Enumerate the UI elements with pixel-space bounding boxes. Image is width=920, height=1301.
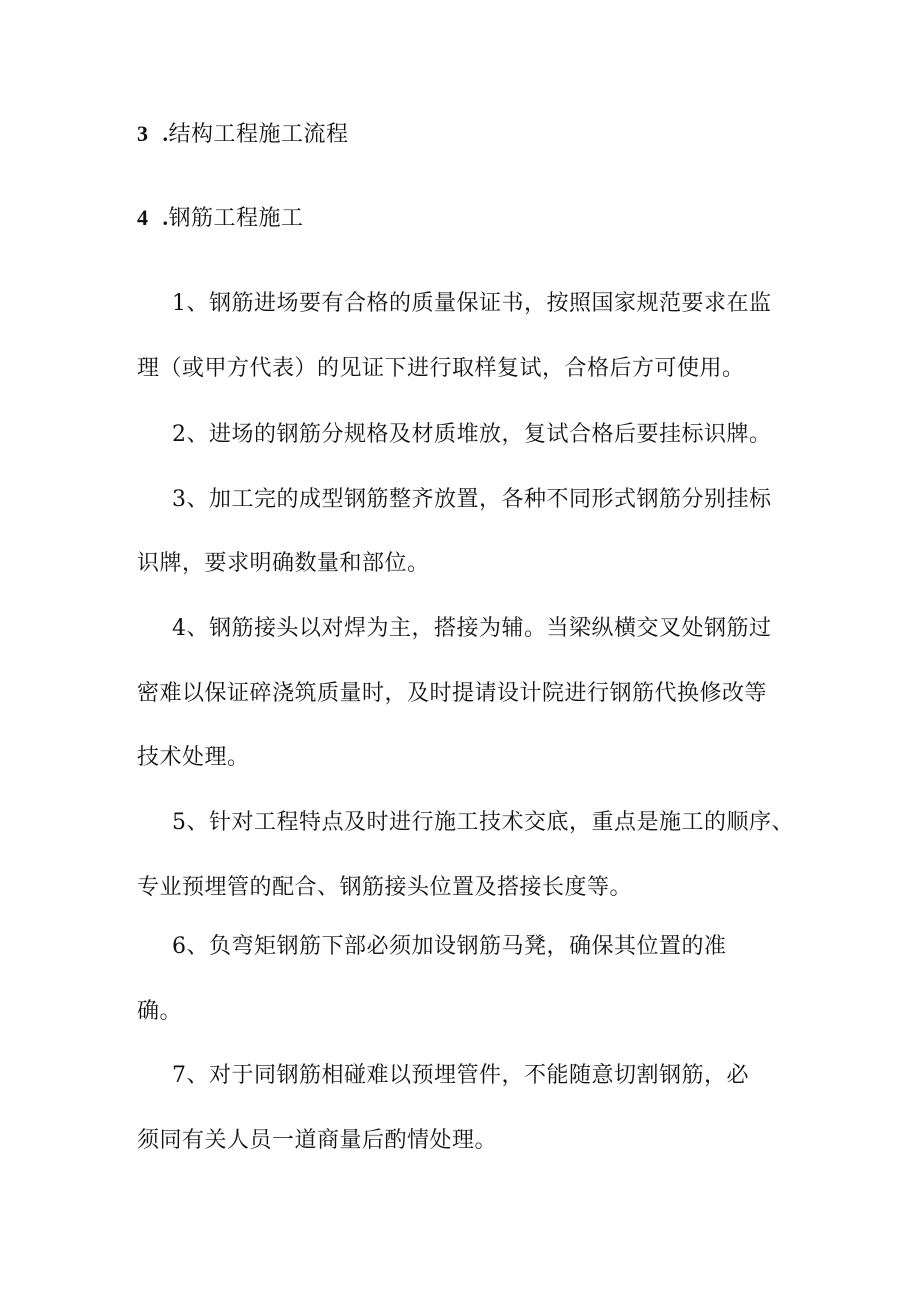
paragraph-line: 须同有关人员一道商量后酌情处理。 [137,1128,498,1153]
paragraph-line: 专业预埋管的配合、钢筋接头位置及搭接长度等。 [137,875,633,900]
paragraph-line: 7、对于同钢筋相碰难以预埋管件，不能随意切割钢筋，必 [172,1063,749,1088]
paragraph-line: 理（或甲方代表）的见证下进行取样复试，合格后方可使用。 [137,356,745,381]
heading-number: 4 [137,205,149,230]
heading-dot: . [162,205,169,230]
section-heading-3 [137,119,349,150]
heading-text: 结构工程施工流程 [168,122,349,147]
section-heading-4 [137,203,304,234]
paragraph-line: 密难以保证碎浇筑质量时，及时提请设计院进行钢筋代换修改等 [137,681,768,706]
paragraph-line: 2、进场的钢筋分规格及材质堆放，复试合格后要挂标识牌。 [172,422,772,447]
paragraph-line: 确。 [137,999,183,1024]
heading-number: 3 [137,121,149,146]
paragraph-line: 6、负弯矩钢筋下部必须加设钢筋马凳，确保其位置的准 [172,934,727,959]
paragraph-line: 识牌，要求明确数量和部位。 [137,551,430,576]
paragraph-line: 技术处理。 [137,745,250,770]
paragraph-line: 4、钢筋接头以对焊为主，搭接为辅。当梁纵横交叉处钢筋过 [172,616,772,641]
heading-text: 钢筋工程施工 [168,206,304,231]
paragraph-line: 3、加工完的成型钢筋整齐放置，各种不同形式钢筋分别挂标 [172,487,772,512]
paragraph-line: 5、针对工程特点及时进行施工技术交底，重点是施工的顺序、 [172,810,794,835]
heading-dot: . [162,121,169,146]
paragraph-line: 1、钢筋进场要有合格的质量保证书，按照国家规范要求在监 [172,291,772,316]
